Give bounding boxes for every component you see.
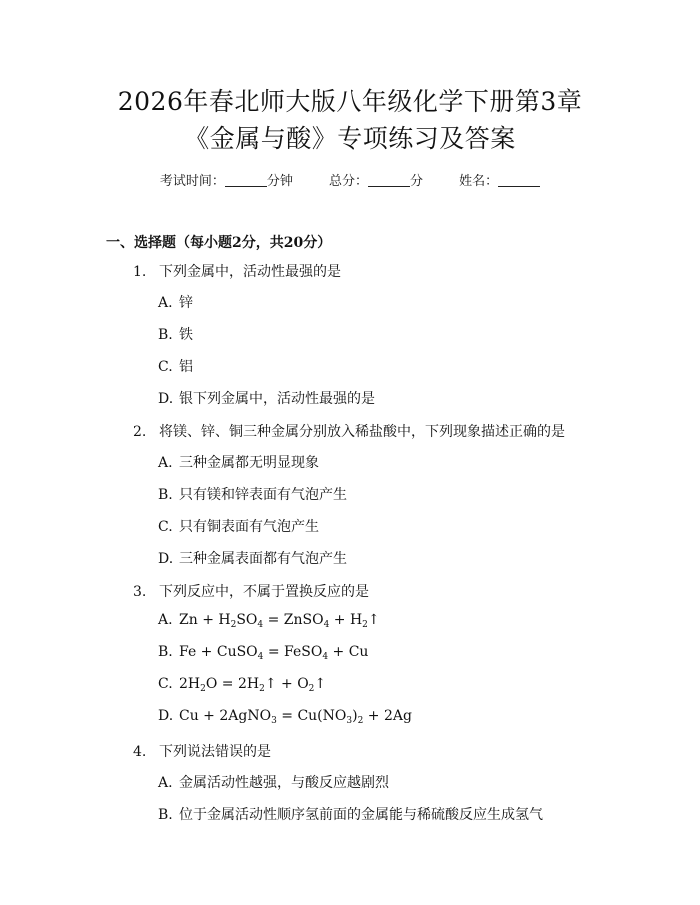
formula-text: = FeSO (263, 644, 323, 660)
score-blank[interactable] (368, 174, 410, 187)
question-number: 2. (133, 424, 147, 440)
option-text: 锌 (179, 295, 193, 311)
question-number: 1. (133, 264, 147, 280)
formula-subscript: 2 (230, 620, 237, 630)
option-letter: C. (158, 359, 173, 375)
option-letter: A. (158, 612, 173, 628)
option-3-b[interactable] (158, 644, 368, 660)
option-text (179, 676, 326, 692)
question-number: 4. (133, 744, 147, 760)
formula-text: = ZnSO (263, 612, 324, 628)
title-line-2: 《金属与酸》专项练习及答案 (184, 124, 516, 153)
formula-subscript: 4 (322, 652, 329, 662)
formula-text: = Cu(NO (276, 708, 347, 724)
option-letter: B. (158, 644, 173, 660)
option-letter: A. (158, 455, 173, 471)
time-blank[interactable] (225, 174, 267, 187)
option-text: 金属活动性越强，与酸反应越剧烈 (179, 775, 389, 791)
option-text: 三种金属表面都有气泡产生 (179, 551, 347, 567)
option-text: 位于金属活动性顺序氢前面的金属能与稀硫酸反应生成氢气 (179, 807, 543, 823)
formula-subscript: 3 (346, 716, 353, 726)
question-text: 下列反应中，不属于置换反应的是 (159, 584, 369, 600)
option-text: 只有镁和锌表面有气泡产生 (179, 487, 347, 503)
option-text: 铝 (179, 359, 193, 375)
question-2 (133, 421, 565, 441)
formula-text: ↑ (314, 676, 327, 692)
option-text: 三种金属都无明显现象 (179, 455, 319, 471)
score-label: 总分： (328, 174, 368, 189)
option-text (179, 644, 368, 660)
option-4-b[interactable] (158, 804, 543, 824)
formula-text: ) (352, 708, 358, 724)
title-line-1: 2026年春北师大版八年级化学下册第3章 (117, 87, 583, 116)
formula-text: Cu + 2AgNO (179, 708, 272, 724)
formula-text: + Cu (328, 644, 369, 660)
formula-text: 2H (179, 676, 201, 692)
option-text: 银下列金属中，活动性最强的是 (179, 391, 375, 407)
question-4 (133, 741, 271, 761)
option-letter: D. (158, 391, 174, 407)
formula-subscript: 2 (357, 716, 364, 726)
formula-subscript: 3 (271, 716, 277, 726)
formula-subscript: 4 (323, 620, 330, 630)
option-letter: A. (158, 775, 173, 791)
student-name (459, 174, 540, 189)
question-text: 将镁、锌、铜三种金属分别放入稀盐酸中，下列现象描述正确的是 (159, 424, 565, 440)
option-2-a[interactable] (158, 452, 319, 472)
option-text: 铁 (179, 327, 193, 343)
name-label: 姓名： (459, 174, 499, 189)
formula-subscript: 2 (200, 684, 206, 694)
option-1-a[interactable] (158, 292, 193, 312)
question-text: 下列说法错误的是 (159, 744, 271, 760)
exam-time (160, 174, 297, 189)
formula-text: + 2Ag (363, 708, 412, 724)
formula-subscript: 2 (308, 684, 315, 694)
option-4-a[interactable] (158, 772, 389, 792)
option-text (179, 612, 380, 628)
total-score (329, 174, 427, 189)
question-1 (133, 261, 341, 281)
formula-text: Zn + H (179, 612, 231, 628)
question-number: 3. (133, 584, 147, 600)
option-3-d[interactable] (158, 708, 412, 724)
option-letter: A. (158, 295, 173, 311)
formula-subscript: 2 (362, 620, 368, 630)
score-unit: 分 (410, 174, 424, 189)
formula-subscript: 4 (257, 620, 264, 630)
option-2-d[interactable] (158, 548, 347, 568)
option-letter: B. (158, 487, 173, 503)
name-blank[interactable] (498, 174, 540, 187)
option-3-a[interactable] (158, 612, 380, 628)
formula-text: ↑ (367, 612, 380, 628)
option-1-b[interactable] (158, 324, 193, 344)
option-letter: D. (158, 551, 174, 567)
option-1-c[interactable] (158, 356, 193, 376)
formula-text: Fe + CuSO (179, 644, 258, 660)
option-1-d[interactable] (158, 388, 375, 408)
option-letter: C. (158, 519, 173, 535)
formula-text: O = 2H (205, 676, 260, 692)
option-text (179, 708, 412, 724)
option-3-c[interactable] (158, 676, 326, 692)
formula-subscript: 2 (259, 684, 265, 694)
option-letter: B. (158, 327, 173, 343)
option-text: 只有铜表面有气泡产生 (179, 519, 319, 535)
time-unit: 分钟 (266, 174, 293, 189)
time-label: 考试时间： (159, 174, 225, 189)
option-2-c[interactable] (158, 516, 319, 536)
option-2-b[interactable] (158, 484, 347, 504)
formula-subscript: 4 (257, 652, 264, 662)
option-letter: B. (158, 807, 173, 823)
exam-meta (0, 170, 700, 189)
section-heading: 一、选择题（每小题2分，共20分） (106, 235, 332, 251)
question-3 (133, 581, 369, 601)
formula-text: SO (236, 612, 258, 628)
formula-text: + H (329, 612, 363, 628)
option-letter: D. (158, 708, 174, 724)
question-text: 下列金属中，活动性最强的是 (159, 264, 341, 280)
formula-text: ↑ + O (264, 676, 309, 692)
option-letter: C. (158, 676, 173, 692)
